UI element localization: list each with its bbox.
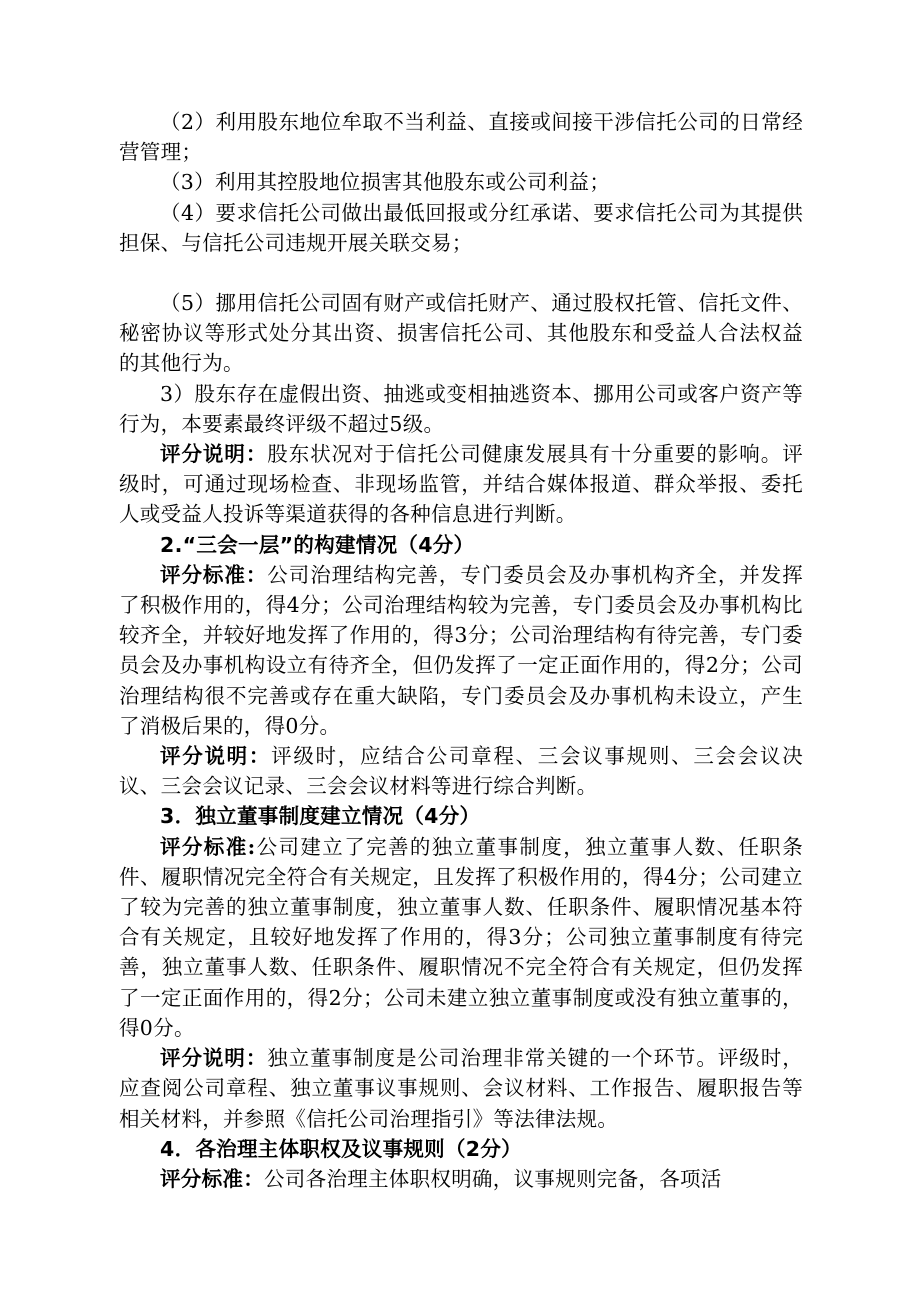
paragraph-scoring-standard-3 (119, 832, 803, 1043)
scoring-note-label: 评分说明： (160, 1046, 268, 1071)
scoring-standard-label: 评分标准： (160, 1166, 264, 1191)
section-heading-4: 4．各治理主体职权及议事规则（2分） (160, 1136, 522, 1161)
paragraph-item-3: （3）利用其控股地位损害其他股东或公司利益； (160, 170, 611, 195)
scoring-note-text: 独立董事制度是公司治理非常关键的一个环节。评级时，应查阅公司章程、独立董事议事规则、会议材料、工作报告、履职报告等相关材料，并参照《信托公司治理指引》等法律法规。 (119, 1046, 804, 1131)
scoring-note-text: 股东状况对于信托公司健康发展具有十分重要的影响。评级时，可通过现场检查、非现场监管，并结合媒体报道、群众举报、委托人或受益人投诉等渠道获得的各种信息进行判断。 (119, 442, 804, 527)
document-body (119, 107, 803, 1194)
scoring-standard-text: 公司治理结构完善，专门委员会及办事机构齐全，并发挥了积极作用的，得4分；公司治理结构较为完善，专门委员会及办事机构比较齐全，并较好地发挥了作用的，得3分；公司治理结构有待完善，专门委员会及办事机构设立有待齐全，但仍发挥了一定正面作用的，得2分；公司治理结构很不完善或存在重大缺陷，专门委员会及办事机构未设立，产生了消极后果的，得0分。 (119, 562, 804, 738)
scoring-note-text: 评级时，应结合公司章程、三会议事规则、三会会议决议、三会会议记录、三会会议材料等进行综合判断。 (119, 744, 803, 799)
scoring-standard-text: 公司各治理主体职权明确，议事规则完备，各项活 (264, 1166, 722, 1191)
section-heading-2: 2.“三会一层”的构建情况（4分） (160, 532, 475, 557)
paragraph-scoring-note-3 (119, 1043, 803, 1134)
section-heading-3: 3．独立董事制度建立情况（4分） (160, 804, 481, 829)
paragraph-item-4: （4）要求信托公司做出最低回报或分红承诺、要求信托公司为其提供担保、与信托公司违规开展关联交易； (119, 200, 803, 255)
paragraph-false-capital: 3）股东存在虚假出资、抽逃或变相抽逃资本、挪用公司或客户资产等行为，本要素最终评级不超过5级。 (119, 381, 803, 436)
scoring-standard-text: 公司建立了完善的独立董事制度，独立董事人数、任职条件、履职情况完全符合有关规定，且发挥了积极作用的，得4分；公司建立了较为完善的独立董事制度，独立董事人数、任职条件、履职情况基本符合有关规定，且较好地发挥了作用的，得3分；公司独立董事制度有待完善，独立董事人数、任职条件、履职情况不完全符合有关规定，但仍发挥了一定正面作用的，得2分；公司未建立独立董事制度或没有独立董事的，得0分。 (119, 834, 804, 1040)
paragraph-item-2: （2）利用股东地位牟取不当利益、直接或间接干涉信托公司的日常经营管理； (119, 110, 803, 165)
paragraph-scoring-standard-4 (119, 1164, 803, 1194)
scoring-note-label: 评分说明： (160, 442, 268, 467)
paragraph-scoring-note-2 (119, 741, 803, 801)
paragraph-scoring-note-1 (119, 439, 803, 530)
scoring-note-label: 评分说明： (160, 744, 272, 769)
paragraph-scoring-standard-2 (119, 560, 803, 741)
paragraph-gap (119, 258, 803, 288)
scoring-standard-label: 评分标准： (160, 562, 268, 587)
scoring-standard-label: 评分标准: (160, 834, 256, 859)
paragraph-item-5: （5）挪用信托公司固有财产或信托财产、通过股权托管、信托文件、秘密协议等形式处分其出资、损害信托公司、其他股东和受益人合法权益的其他行为。 (119, 291, 803, 376)
